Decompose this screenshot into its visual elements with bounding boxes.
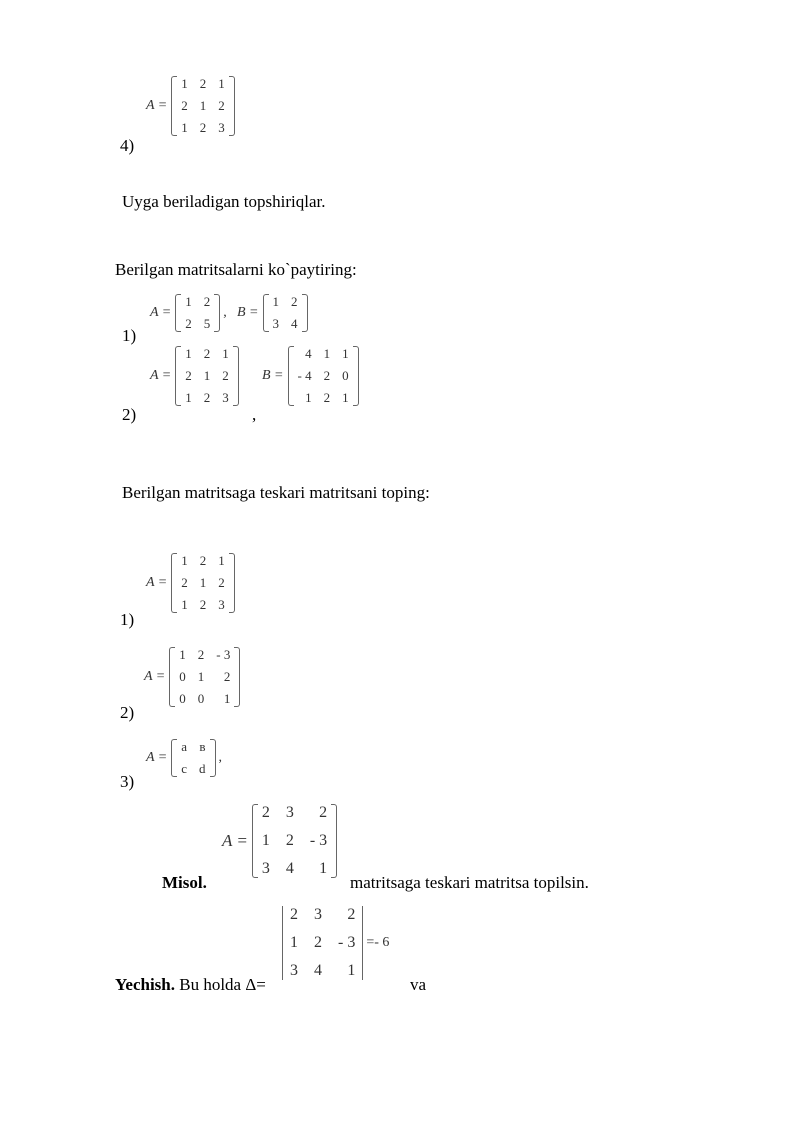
matrix-cell: 1	[203, 368, 211, 383]
comma-separator: ,	[252, 405, 257, 424]
matrix-ex4	[146, 76, 235, 136]
matrix-mul2-a	[150, 346, 239, 406]
matrix-cell: в	[199, 739, 206, 754]
matrix-cell: 2	[218, 98, 225, 113]
va-text: va	[410, 975, 427, 994]
matrix-cell: 1	[179, 647, 186, 662]
matrix-label: B =	[262, 368, 284, 383]
yechish-label: Yechish.	[115, 975, 175, 994]
matrix-cell: 0	[179, 669, 186, 684]
matrix-cell: 2	[290, 906, 298, 923]
matrix-cell: 1	[181, 120, 188, 135]
matrix-cell: 4	[291, 316, 298, 331]
matrix-cell: - 3	[216, 647, 231, 662]
matrix-suffix: ,	[218, 750, 223, 765]
matrix-entries	[258, 804, 331, 878]
determinant	[282, 906, 389, 980]
matrix-suffix: ,	[223, 305, 227, 320]
matrix-label: A =	[146, 575, 168, 590]
misol-text: matritsaga teskari matritsa topilsin.	[350, 873, 589, 892]
multiply-number-1: 1)	[122, 326, 137, 345]
matrix-cell: 2	[185, 316, 192, 331]
right-bracket	[353, 346, 359, 406]
matrix-cell: 2	[314, 934, 322, 951]
matrix-label: A =	[144, 669, 166, 684]
matrix-inv1	[146, 553, 235, 613]
matrix-cell: 3	[218, 597, 225, 612]
inverse-title: Berilgan matritsaga teskari matritsani toping:	[122, 483, 430, 502]
right-bracket	[359, 906, 363, 980]
matrix-cell: 1	[199, 98, 207, 113]
matrix-cell: 3	[290, 962, 298, 979]
matrix-cell: 4	[285, 860, 294, 877]
inverse-number-2: 2)	[120, 703, 135, 722]
matrix-cell: 2	[319, 804, 328, 821]
matrix-cell: 3	[261, 860, 270, 877]
matrix-cell: 2	[291, 294, 298, 309]
matrix-cell: 2	[203, 390, 211, 405]
right-bracket	[302, 294, 308, 332]
matrix-cell: 1	[290, 934, 298, 951]
matrix-entries	[175, 647, 234, 707]
multiply-title: Berilgan matritsalarni ko`paytiring:	[115, 260, 357, 279]
matrix-label: A =	[146, 750, 168, 765]
matrix-entries	[181, 294, 214, 332]
matrix-cell: 1	[197, 669, 205, 684]
matrix-misol	[222, 804, 337, 878]
matrix-cell: 2	[261, 804, 270, 821]
matrix-cell: 5	[203, 316, 211, 331]
matrix-cell: 1	[181, 597, 188, 612]
matrix-cell: 2	[199, 597, 207, 612]
matrix-cell: 3	[218, 120, 225, 135]
matrix-cell: 1	[185, 390, 192, 405]
matrix-cell: 3	[314, 906, 322, 923]
matrix-cell: 1	[342, 346, 349, 361]
multiply-number-2: 2)	[122, 405, 137, 424]
matrix-cell: 2	[285, 832, 294, 849]
matrix-cell: 1	[185, 294, 192, 309]
matrix-cell: 2	[203, 294, 211, 309]
misol-label: Misol.	[162, 873, 207, 892]
matrix-label: A =	[146, 98, 168, 113]
right-bracket	[331, 804, 337, 878]
matrix-cell: - 3	[338, 934, 356, 951]
matrix-label: A =	[222, 831, 248, 850]
matrix-cell: a	[181, 739, 188, 754]
right-bracket	[234, 647, 240, 707]
matrix-suffix: =- 6	[366, 935, 390, 950]
matrix-cell: - 4	[297, 368, 312, 383]
matrix-cell: 1	[305, 390, 312, 405]
matrix-cell: 1	[199, 575, 207, 590]
matrix-cell: 1	[181, 553, 188, 568]
matrix-cell: 2	[185, 368, 192, 383]
matrix-mul1-a	[150, 294, 227, 332]
right-bracket	[229, 553, 235, 613]
matrix-entries	[181, 346, 233, 406]
matrix-cell: d	[199, 761, 206, 776]
homework-title: Uyga beriladigan topshiriqlar.	[122, 192, 326, 211]
matrix-cell: 2	[203, 346, 211, 361]
matrix-cell: 4	[314, 962, 322, 979]
matrix-cell: 1	[218, 76, 225, 91]
matrix-cell: 2	[199, 120, 207, 135]
matrix-cell: 1	[347, 962, 356, 979]
matrix-cell: 1	[181, 76, 188, 91]
matrix-inv3	[146, 739, 222, 777]
matrix-cell: 2	[199, 553, 207, 568]
matrix-cell: 1	[261, 832, 270, 849]
matrix-cell: 3	[222, 390, 229, 405]
right-bracket	[210, 739, 216, 777]
matrix-cell: 1	[223, 691, 231, 706]
matrix-cell: 2	[323, 390, 331, 405]
matrix-cell: 2	[323, 368, 331, 383]
matrix-cell: 3	[272, 316, 279, 331]
matrix-cell: 2	[223, 669, 231, 684]
matrix-entries	[269, 294, 302, 332]
matrix-cell: 0	[342, 368, 349, 383]
matrix-cell: 2	[222, 368, 229, 383]
matrix-cell: 2	[199, 76, 207, 91]
matrix-cell: 1	[342, 390, 349, 405]
matrix-label: A =	[150, 305, 172, 320]
matrix-entries	[294, 346, 353, 406]
matrix-cell: 2	[197, 647, 205, 662]
matrix-entries	[286, 906, 359, 980]
inverse-number-3: 3)	[120, 772, 135, 791]
right-bracket	[214, 294, 220, 332]
right-bracket	[233, 346, 239, 406]
matrix-mul2-b	[262, 346, 359, 406]
matrix-cell: 1	[222, 346, 229, 361]
yechish-text: Bu holda Δ=	[179, 975, 266, 994]
matrix-cell: 1	[323, 346, 331, 361]
matrix-entries	[177, 553, 229, 613]
right-bracket	[229, 76, 235, 136]
matrix-cell: 1	[319, 860, 328, 877]
matrix-cell: 1	[218, 553, 225, 568]
matrix-mul1-b	[237, 294, 308, 332]
matrix-cell: 2	[181, 575, 188, 590]
matrix-label: B =	[237, 305, 259, 320]
yechish-line	[115, 975, 266, 995]
matrix-cell: 2	[181, 98, 188, 113]
matrix-entries	[177, 76, 229, 136]
matrix-entries	[177, 739, 209, 777]
matrix-cell: 2	[218, 575, 225, 590]
matrix-cell: 0	[197, 691, 205, 706]
matrix-cell: - 3	[309, 832, 328, 849]
matrix-cell: 2	[347, 906, 356, 923]
matrix-cell: 0	[179, 691, 186, 706]
matrix-label: A =	[150, 368, 172, 383]
matrix-cell: 1	[185, 346, 192, 361]
inverse-number-1: 1)	[120, 610, 135, 629]
matrix-cell: 1	[272, 294, 279, 309]
matrix-inv2	[144, 647, 240, 707]
item-number-4: 4)	[120, 136, 135, 155]
matrix-cell: 3	[285, 804, 294, 821]
matrix-cell: c	[181, 761, 188, 776]
matrix-cell: 4	[305, 346, 312, 361]
